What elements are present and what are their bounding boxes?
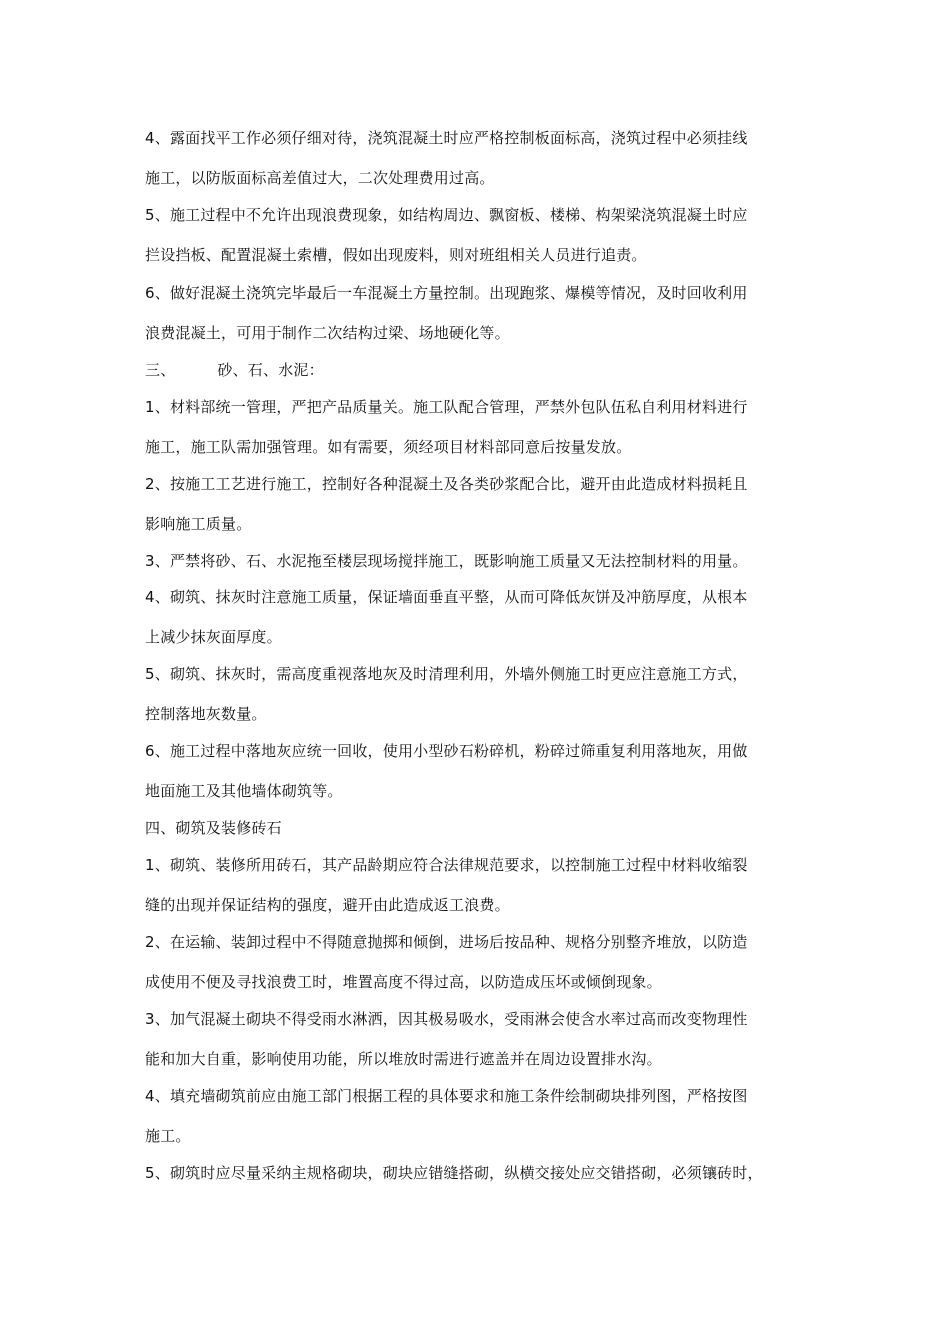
paragraph-line: 控制落地灰数量。	[145, 705, 267, 723]
paragraph-line: 5、砌筑、抹灰时，需高度重视落地灰及时清理利用，外墙外侧施工时更应注意施工方式，	[145, 665, 748, 683]
paragraph-line: 影响施工质量。	[145, 515, 252, 533]
section-title: 砂、石、水泥：	[217, 361, 324, 379]
paragraph-line: 3、严禁将砂、石、水泥拖至楼层现场搅拌施工，既影响施工质量又无法控制材料的用量。	[145, 552, 748, 570]
paragraph-line: 1、材料部统一管理，严把产品质量关。施工队配合管理，严禁外包队伍私自利用材料进行	[145, 398, 748, 416]
paragraph-line: 4、露面找平工作必须仔细对待，浇筑混凝土时应严格控制板面标高，浇筑过程中必须挂线	[145, 129, 748, 147]
paragraph-line: 5、砌筑时应尽量采纳主规格砌块，砌块应错缝搭砌，纵横交接处应交错搭砌，必须镶砖时，	[145, 1164, 763, 1182]
paragraph-line: 施工。	[145, 1127, 191, 1145]
paragraph-line: 浪费混凝土，可用于制作二次结构过梁、场地硬化等。	[145, 324, 510, 342]
section-heading	[145, 360, 825, 380]
paragraph-line: 上减少抹灰面厚度。	[145, 628, 282, 646]
paragraph-line: 施工，施工队需加强管理。如有需要，须经项目材料部同意后按量发放。	[145, 438, 632, 456]
paragraph-line: 地面施工及其他墙体砌筑等。	[145, 782, 343, 800]
paragraph-line: 6、施工过程中落地灰应统一回收，使用小型砂石粉碎机，粉碎过筛重复利用落地灰，用做	[145, 742, 748, 760]
paragraph-line: 6、做好混凝土浇筑完毕最后一车混凝土方量控制。出现跑浆、爆模等情况，及时回收利用	[145, 284, 748, 302]
paragraph-line: 成使用不便及寻找浪费工时，堆置高度不得过高，以防造成压坏或倾倒现象。	[145, 973, 662, 991]
paragraph-line: 缝的出现并保证结构的强度，避开由此造成返工浪费。	[145, 896, 510, 914]
paragraph-line: 4、砌筑、抹灰时注意施工质量，保证墙面垂直平整，从而可降低灰饼及冲筋厚度，从根本	[145, 588, 748, 606]
paragraph-line: 3、加气混凝土砌块不得受雨水淋洒，因其极易吸水，受雨淋会使含水率过高而改变物理性	[145, 1010, 748, 1028]
paragraph-line: 1、砌筑、装修所用砖石，其产品龄期应符合法律规范要求，以控制施工过程中材料收缩裂	[145, 856, 748, 874]
paragraph-line: 施工，以防版面标高差值过大，二次处理费用过高。	[145, 169, 495, 187]
section-number: 三、	[145, 361, 176, 379]
paragraph-line: 4、填充墙砌筑前应由施工部门根据工程的具体要求和施工条件绘制砌块排列图，严格按图	[145, 1087, 748, 1105]
paragraph-line: 5、施工过程中不允许出现浪费现象，如结构周边、飘窗板、楼梯、构架梁浇筑混凝土时应	[145, 206, 748, 224]
paragraph-line: 拦设挡板、配置混凝土索槽，假如出现废料，则对班组相关人员进行追责。	[145, 246, 647, 264]
paragraph-line: 2、按施工工艺进行施工，控制好各种混凝土及各类砂浆配合比，避开由此造成材料损耗且	[145, 475, 748, 493]
paragraph-line: 能和加大自重，影响使用功能，所以堆放时需进行遮盖并在周边设置排水沟。	[145, 1050, 662, 1068]
section-heading: 四、砌筑及装修砖石	[145, 819, 282, 837]
paragraph-line: 2、在运输、装卸过程中不得随意抛掷和倾倒，进场后按品种、规格分别整齐堆放，以防造	[145, 933, 748, 951]
